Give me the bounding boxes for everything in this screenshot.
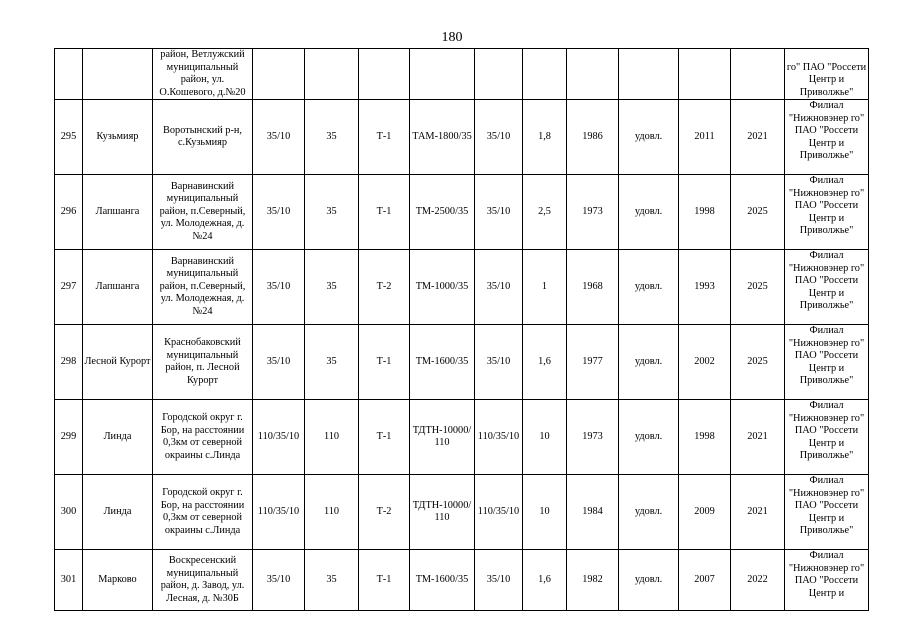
table-row xyxy=(55,250,869,325)
nominal-voltage-cell: 35 xyxy=(305,325,359,400)
repair-year-cell: 2011 xyxy=(679,100,731,175)
commission-year-cell: 1973 xyxy=(567,175,619,250)
condition-cell: удовл. xyxy=(619,550,679,611)
owner-cell: Филиал "Нижновэнер го" ПАО "Россети Центр и xyxy=(785,550,869,611)
voltage-class-cell xyxy=(253,49,305,100)
row-number-cell xyxy=(55,49,83,100)
transformer-type-cell: ТМ-1000/35 xyxy=(410,250,475,325)
commission-year-cell xyxy=(567,49,619,100)
transformer-type-cell: ТМ-1600/35 xyxy=(410,325,475,400)
settlement-cell: Линда xyxy=(83,475,153,550)
capacity-cell: 2,5 xyxy=(523,175,567,250)
row-number-cell: 295 xyxy=(55,100,83,175)
nominal-voltage-cell: 35 xyxy=(305,250,359,325)
nominal-voltage-cell xyxy=(305,49,359,100)
row-number-cell: 299 xyxy=(55,400,83,475)
planned-year-cell: 2025 xyxy=(731,250,785,325)
owner-cell: Филиал "Нижновэнер го" ПАО "Россети Центр и Приволжье" xyxy=(785,325,869,400)
substation-table xyxy=(54,48,869,611)
transformer-type-cell: ТМ-2500/35 xyxy=(410,175,475,250)
transformer-voltage-cell: 35/10 xyxy=(475,250,523,325)
nominal-voltage-cell: 35 xyxy=(305,550,359,611)
transformer-type-cell: ТМ-1600/35 xyxy=(410,550,475,611)
condition-cell: удовл. xyxy=(619,175,679,250)
address-cell: Городской округ г. Бор, на расстоянии 0,3км от северной окраины с.Линда xyxy=(153,475,253,550)
voltage-class-cell: 35/10 xyxy=(253,250,305,325)
capacity-cell xyxy=(523,49,567,100)
capacity-cell: 1,8 xyxy=(523,100,567,175)
table-row xyxy=(55,550,869,611)
transformer-number-cell: Т-1 xyxy=(359,175,410,250)
transformer-number-cell: Т-1 xyxy=(359,400,410,475)
owner-cell: го" ПАО "Россети Центр и Приволжье" xyxy=(785,49,869,100)
address-cell: Воротынский р-н, с.Кузьмияр xyxy=(153,100,253,175)
planned-year-cell: 2021 xyxy=(731,100,785,175)
nominal-voltage-cell: 110 xyxy=(305,400,359,475)
owner-cell: Филиал "Нижновэнер го" ПАО "Россети Центр и Приволжье" xyxy=(785,475,869,550)
voltage-class-cell: 35/10 xyxy=(253,175,305,250)
nominal-voltage-cell: 110 xyxy=(305,475,359,550)
transformer-type-cell: ТАМ-1800/35 xyxy=(410,100,475,175)
planned-year-cell: 2025 xyxy=(731,175,785,250)
capacity-cell: 1,6 xyxy=(523,325,567,400)
planned-year-cell: 2021 xyxy=(731,475,785,550)
owner-cell: Филиал "Нижновэнер го" ПАО "Россети Центр и Приволжье" xyxy=(785,175,869,250)
planned-year-cell: 2022 xyxy=(731,550,785,611)
row-number-cell: 301 xyxy=(55,550,83,611)
settlement-cell: Лапшанга xyxy=(83,175,153,250)
voltage-class-cell: 35/10 xyxy=(253,550,305,611)
address-cell: Воскресенский муниципальный район, д. Завод, ул. Лесная, д. №30Б xyxy=(153,550,253,611)
address-cell: Городской округ г. Бор, на расстоянии 0,3км от северной окраины с.Линда xyxy=(153,400,253,475)
commission-year-cell: 1973 xyxy=(567,400,619,475)
condition-cell: удовл. xyxy=(619,400,679,475)
settlement-cell: Марково xyxy=(83,550,153,611)
transformer-number-cell: Т-2 xyxy=(359,250,410,325)
condition-cell: удовл. xyxy=(619,475,679,550)
transformer-type-cell xyxy=(410,49,475,100)
capacity-cell: 10 xyxy=(523,475,567,550)
owner-cell: Филиал "Нижновэнер го" ПАО "Россети Центр и Приволжье" xyxy=(785,400,869,475)
repair-year-cell: 2002 xyxy=(679,325,731,400)
address-cell: Варнавинский муниципальный район, п.Северный, ул. Молодежная, д.№24 xyxy=(153,250,253,325)
transformer-number-cell: Т-1 xyxy=(359,550,410,611)
transformer-voltage-cell: 35/10 xyxy=(475,175,523,250)
repair-year-cell: 1998 xyxy=(679,175,731,250)
planned-year-cell xyxy=(731,49,785,100)
row-number-cell: 300 xyxy=(55,475,83,550)
transformer-type-cell: ТДТН-10000/110 xyxy=(410,475,475,550)
settlement-cell xyxy=(83,49,153,100)
capacity-cell: 10 xyxy=(523,400,567,475)
table-row xyxy=(55,325,869,400)
condition-cell: удовл. xyxy=(619,100,679,175)
voltage-class-cell: 35/10 xyxy=(253,325,305,400)
settlement-cell: Лапшанга xyxy=(83,250,153,325)
transformer-number-cell: Т-1 xyxy=(359,100,410,175)
voltage-class-cell: 110/35/10 xyxy=(253,475,305,550)
repair-year-cell: 2009 xyxy=(679,475,731,550)
table-row xyxy=(55,400,869,475)
row-number-cell: 297 xyxy=(55,250,83,325)
transformer-type-cell: ТДТН-10000/110 xyxy=(410,400,475,475)
condition-cell xyxy=(619,49,679,100)
planned-year-cell: 2021 xyxy=(731,400,785,475)
capacity-cell: 1,6 xyxy=(523,550,567,611)
transformer-number-cell: Т-1 xyxy=(359,325,410,400)
owner-cell: Филиал "Нижновэнер го" ПАО "Россети Центр и Приволжье" xyxy=(785,250,869,325)
transformer-voltage-cell: 35/10 xyxy=(475,100,523,175)
transformer-number-cell: Т-2 xyxy=(359,475,410,550)
commission-year-cell: 1977 xyxy=(567,325,619,400)
voltage-class-cell: 35/10 xyxy=(253,100,305,175)
owner-cell: Филиал "Нижновэнер го" ПАО "Россети Центр и Приволжье" xyxy=(785,100,869,175)
repair-year-cell: 1998 xyxy=(679,400,731,475)
commission-year-cell: 1986 xyxy=(567,100,619,175)
commission-year-cell: 1982 xyxy=(567,550,619,611)
table-row xyxy=(55,49,869,100)
planned-year-cell: 2025 xyxy=(731,325,785,400)
row-number-cell: 296 xyxy=(55,175,83,250)
table-row xyxy=(55,175,869,250)
nominal-voltage-cell: 35 xyxy=(305,100,359,175)
page-number: 180 xyxy=(441,30,463,45)
transformer-voltage-cell: 35/10 xyxy=(475,550,523,611)
commission-year-cell: 1968 xyxy=(567,250,619,325)
address-cell: район, Ветлужский муниципальный район, ул. О.Кошевого, д.№20 xyxy=(153,49,253,100)
transformer-number-cell xyxy=(359,49,410,100)
table-row xyxy=(55,475,869,550)
transformer-voltage-cell: 35/10 xyxy=(475,325,523,400)
repair-year-cell xyxy=(679,49,731,100)
voltage-class-cell: 110/35/10 xyxy=(253,400,305,475)
nominal-voltage-cell: 35 xyxy=(305,175,359,250)
commission-year-cell: 1984 xyxy=(567,475,619,550)
condition-cell: удовл. xyxy=(619,325,679,400)
address-cell: Краснобаковский муниципальный район, п. Лесной Курорт xyxy=(153,325,253,400)
transformer-voltage-cell: 110/35/10 xyxy=(475,475,523,550)
capacity-cell: 1 xyxy=(523,250,567,325)
address-cell: Варнавинский муниципальный район, п.Северный, ул. Молодежная, д.№24 xyxy=(153,175,253,250)
condition-cell: удовл. xyxy=(619,250,679,325)
repair-year-cell: 2007 xyxy=(679,550,731,611)
settlement-cell: Кузьмияр xyxy=(83,100,153,175)
settlement-cell: Линда xyxy=(83,400,153,475)
transformer-voltage-cell xyxy=(475,49,523,100)
row-number-cell: 298 xyxy=(55,325,83,400)
settlement-cell: Лесной Курорт xyxy=(83,325,153,400)
transformer-voltage-cell: 110/35/10 xyxy=(475,400,523,475)
table-row xyxy=(55,100,869,175)
repair-year-cell: 1993 xyxy=(679,250,731,325)
